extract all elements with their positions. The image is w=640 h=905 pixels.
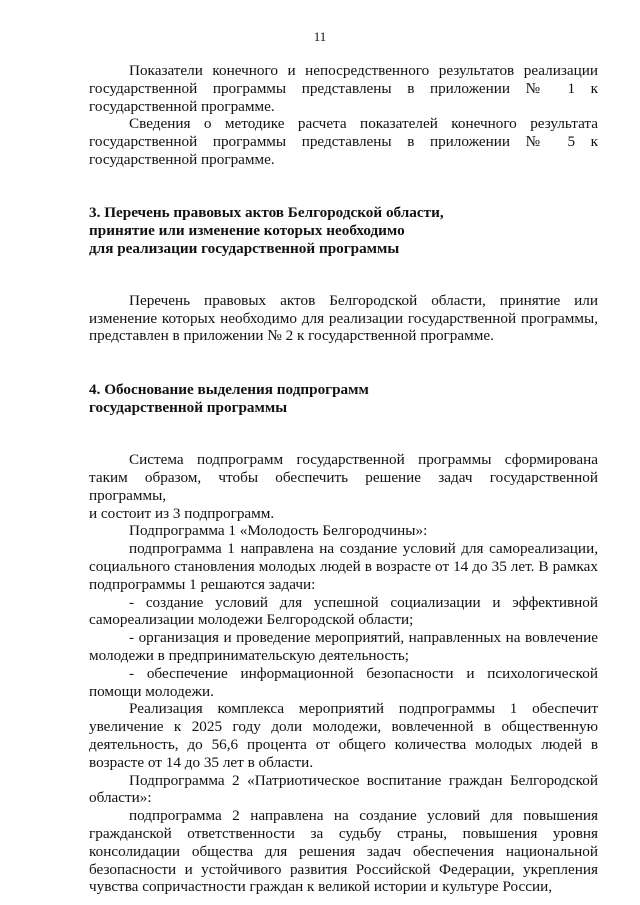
section-3-heading-line: для реализации государственной программы — [89, 239, 400, 257]
section-3-body: Перечень правовых актов Белгородской области, принятие или изменение которых необходимо для реализации государственной программы, представлен в приложении № 2 к государственной программе. — [89, 291, 598, 345]
section-3-heading — [89, 204, 598, 258]
list-item-task: - организация и проведение мероприятий, направленных на вовлечение молодежи в предпринимательскую деятельность; — [89, 629, 598, 664]
section-3-heading-line: 3. Перечень правовых актов Белгородской области, — [89, 203, 444, 221]
paragraph-subprogram-system: Система подпрограмм государственной программы сформирована таким образом, чтобы обеспечить решение задач государственной программы, — [89, 451, 598, 504]
paragraph-subprogram-2-title: Подпрограмма 2 «Патриотическое воспитание граждан Белгородской области»: — [89, 771, 598, 807]
page-number: 11 — [313, 29, 327, 44]
list-item-task: - создание условий для успешной социализации и эффективной самореализации молодежи Белгородской области; — [89, 593, 598, 629]
paragraph-subprogram-1-result: Реализация комплекса мероприятий подпрограммы 1 обеспечит увеличение к 2025 году доли молодежи, вовлеченной в общественную деятельность, до 56,6 процента от общего количества молодых людей в возрасте от 14 до 35 лет в области. — [89, 700, 598, 771]
paragraph-subprogram-1-title: Подпрограмма 1 «Молодость Белгородчины»: — [129, 522, 428, 540]
paragraph-subprogram-count: и состоит из 3 подпрограмм. — [89, 504, 275, 522]
paragraph-subprogram-1-goal: подпрограмма 1 направлена на создание условий для самореализации, социального становления молодых людей в возрасте от 14 до 35 лет. В рамках подпрограммы 1 решаются задачи: — [89, 540, 598, 593]
paragraph-methodology: Сведения о методике расчета показателей конечного результата государственной программы представлены в приложении № 5 к государственной программе. — [89, 115, 598, 168]
paragraph-subprogram-2-goal: подпрограмма 2 направлена на создание условий для повышения гражданской ответственности за судьбу страны, повышения уровня консолидации общества для решения задач обеспечения национальной безопасности и устойчивого развития Российской Федерации, укрепления чувства сопричастности граждан к великой истории и культуре России, — [89, 807, 598, 896]
document-body — [89, 62, 598, 896]
paragraph-results-indicators: Показатели конечного и непосредственного результатов реализации государственной программы представлены в приложении № 1 к государственной программе. — [89, 62, 598, 115]
section-4-heading — [89, 381, 598, 417]
section-3-heading-line: принятие или изменение которых необходимо — [89, 221, 405, 239]
section-4-heading-line: государственной программы — [89, 399, 288, 417]
list-item-task: - обеспечение информационной безопасности и психологической помощи молодежи. — [89, 664, 598, 700]
section-4-heading-line: 4. Обоснование выделения подпрограмм — [89, 381, 369, 399]
